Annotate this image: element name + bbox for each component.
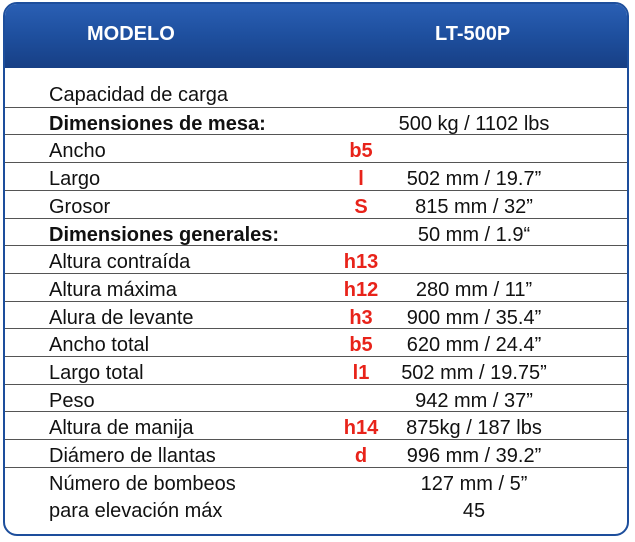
row-label: Grosor (49, 195, 111, 218)
row-label: para elevación máx (49, 499, 223, 522)
row-label: Ancho total (49, 334, 150, 357)
table-row: Dimensiones de mesa: 500 kg / 1102 lbs (5, 107, 627, 136)
table-row: Altura de manija h14 875kg / 187 lbs (5, 411, 627, 440)
table-row: Dimensiones generales: 50 mm / 1.9“ (5, 218, 627, 247)
row-label: Peso (49, 389, 95, 412)
spec-rows (5, 68, 627, 536)
spec-table (3, 2, 629, 536)
table-row: Diámero de llantas d 996 mm / 39.2” (5, 439, 627, 468)
row-label: Dimensiones de mesa: (49, 112, 266, 135)
table-row: para elevación máx 45 (49, 499, 486, 522)
table-row: Peso 942 mm / 37” (5, 384, 627, 413)
row-label: Diámero de llantas (49, 445, 216, 468)
table-row: Largo total l1 502 mm / 19.75” (5, 356, 627, 385)
row-label: Capacidad de carga (49, 84, 229, 106)
table-row: Altura contraída h13 (5, 245, 627, 274)
row-label: Número de bombeos (49, 472, 236, 495)
table-row: Alura de levante h3 900 mm / 35.4” (5, 301, 627, 330)
row-label: Dimensiones generales: (49, 223, 280, 246)
table-row (5, 79, 627, 107)
table-row: Largo l 502 mm / 19.7” (5, 162, 627, 191)
header-model-label: MODELO (87, 23, 175, 45)
table-row: Número de bombeos 127 mm / 5” (5, 467, 627, 496)
table-row: Ancho total b5 620 mm / 24.4” (5, 328, 627, 357)
row-label: Largo (49, 168, 101, 191)
row-label: Ancho (49, 140, 106, 163)
row-label: Altura máxima (49, 278, 177, 301)
table-row: Ancho b5 (5, 134, 627, 163)
row-label: Alura de levante (49, 306, 194, 329)
row-label: Largo total (49, 362, 144, 384)
table-row: Altura máxima h12 280 mm / 11” (5, 273, 627, 302)
table-row: Grosor S 815 mm / 32” (5, 190, 627, 219)
row-label: Altura de manija (49, 417, 194, 440)
row-label: Altura contraída (49, 251, 191, 274)
table-header (5, 4, 627, 68)
header-model-value: LT-500P (435, 23, 511, 45)
